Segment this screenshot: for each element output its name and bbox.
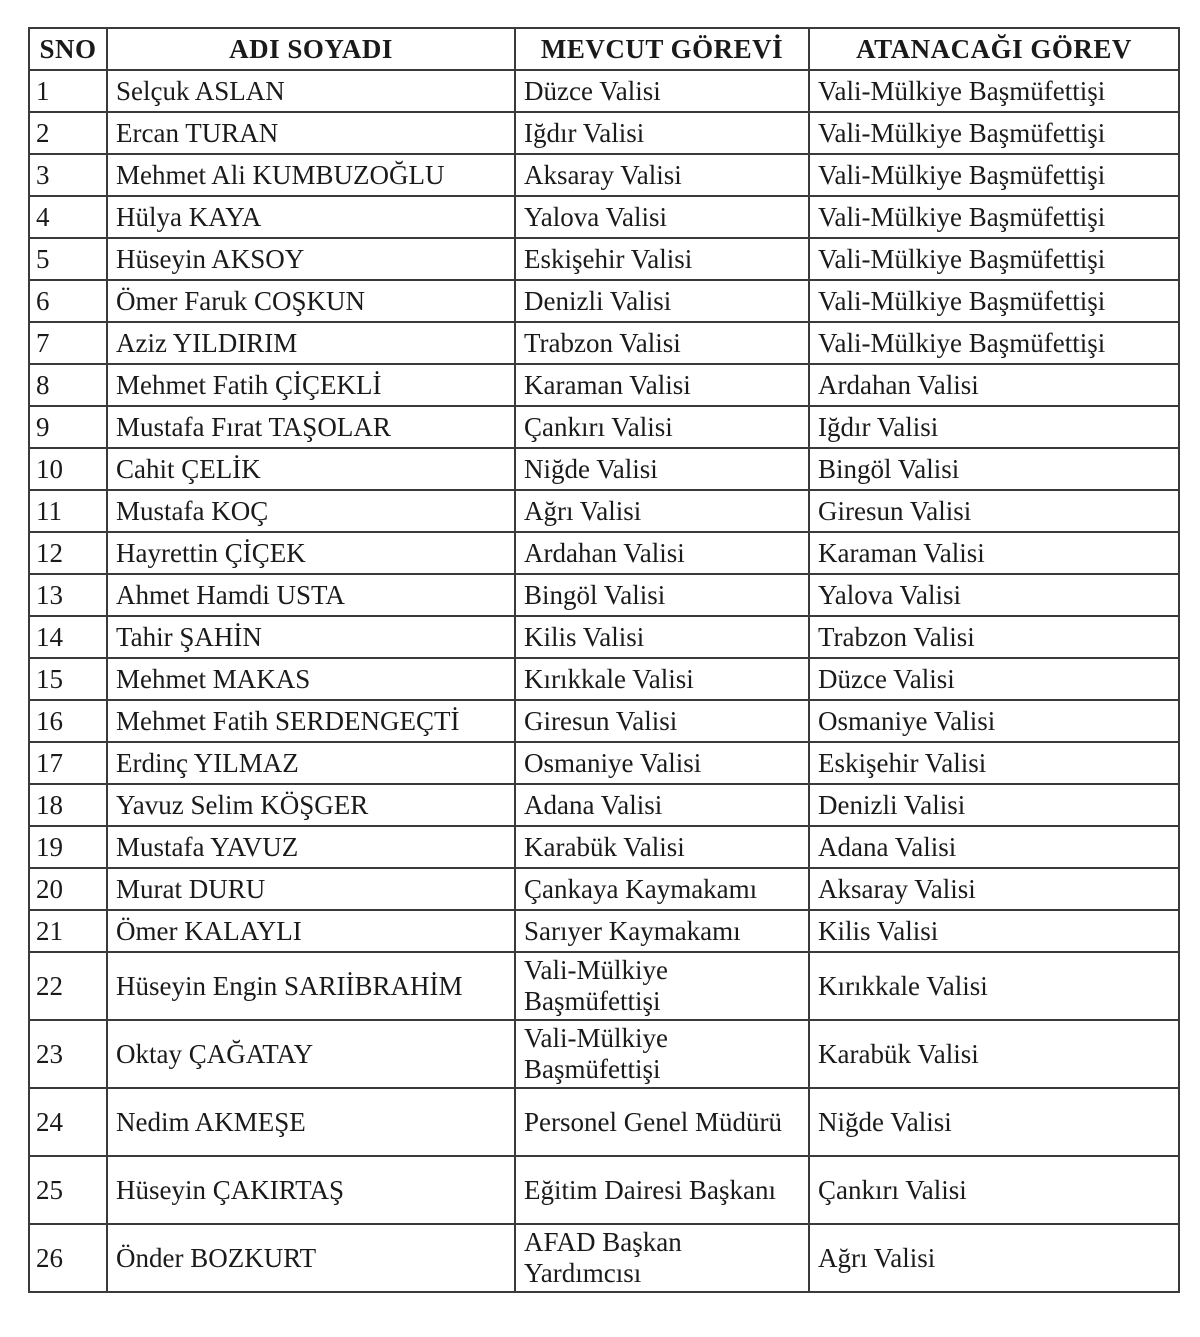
cell-new-position: Çankırı Valisi: [809, 1156, 1179, 1224]
cell-name: Erdinç YILMAZ: [107, 742, 515, 784]
cell-name: Mustafa YAVUZ: [107, 826, 515, 868]
cell-new-position: Vali-Mülkiye Başmüfettişi: [809, 70, 1179, 112]
table-row: [29, 280, 1179, 322]
cell-name: Oktay ÇAĞATAY: [107, 1020, 515, 1088]
cell-name: Mustafa KOÇ: [107, 490, 515, 532]
cell-sno: 19: [29, 826, 107, 868]
cell-current-position: AFAD Başkan Yardımcısı: [515, 1224, 809, 1292]
cell-current-position: Denizli Valisi: [515, 280, 809, 322]
cell-sno: 6: [29, 280, 107, 322]
cell-current-position: Ardahan Valisi: [515, 532, 809, 574]
table-row: [29, 574, 1179, 616]
cell-name: Cahit ÇELİK: [107, 448, 515, 490]
cell-current-position: Trabzon Valisi: [515, 322, 809, 364]
cell-current-position: Vali-Mülkiye Başmüfettişi: [515, 952, 809, 1020]
cell-current-position: Niğde Valisi: [515, 448, 809, 490]
cell-current-position: Osmaniye Valisi: [515, 742, 809, 784]
table-row: [29, 952, 1179, 1020]
cell-new-position: Ağrı Valisi: [809, 1224, 1179, 1292]
table-row: [29, 238, 1179, 280]
cell-new-position: Osmaniye Valisi: [809, 700, 1179, 742]
cell-current-position: Karabük Valisi: [515, 826, 809, 868]
cell-current-position: Personel Genel Müdürü: [515, 1088, 809, 1156]
table-row: [29, 532, 1179, 574]
cell-name: Hüseyin AKSOY: [107, 238, 515, 280]
cell-new-position: Vali-Mülkiye Başmüfettişi: [809, 196, 1179, 238]
table-row: [29, 1156, 1179, 1224]
table-row: [29, 322, 1179, 364]
header-new-position: ATANACAĞI GÖREV: [809, 28, 1179, 70]
cell-current-position: Eskişehir Valisi: [515, 238, 809, 280]
cell-current-position: Düzce Valisi: [515, 70, 809, 112]
cell-new-position: Vali-Mülkiye Başmüfettişi: [809, 154, 1179, 196]
appointments-table: [28, 27, 1180, 1293]
cell-sno: 14: [29, 616, 107, 658]
cell-current-position: Adana Valisi: [515, 784, 809, 826]
cell-sno: 5: [29, 238, 107, 280]
cell-name: Ahmet Hamdi USTA: [107, 574, 515, 616]
cell-current-position: Karaman Valisi: [515, 364, 809, 406]
table-row: [29, 826, 1179, 868]
table-row: [29, 868, 1179, 910]
cell-new-position: Düzce Valisi: [809, 658, 1179, 700]
cell-new-position: Vali-Mülkiye Başmüfettişi: [809, 322, 1179, 364]
cell-sno: 23: [29, 1020, 107, 1088]
cell-name: Hüseyin Engin SARIİBRAHİM: [107, 952, 515, 1020]
cell-sno: 22: [29, 952, 107, 1020]
cell-name: Önder BOZKURT: [107, 1224, 515, 1292]
cell-new-position: Giresun Valisi: [809, 490, 1179, 532]
header-name: ADI SOYADI: [107, 28, 515, 70]
cell-sno: 10: [29, 448, 107, 490]
cell-current-position: Iğdır Valisi: [515, 112, 809, 154]
cell-current-position: Bingöl Valisi: [515, 574, 809, 616]
cell-new-position: Karabük Valisi: [809, 1020, 1179, 1088]
table-header-row: [29, 28, 1179, 70]
cell-new-position: Trabzon Valisi: [809, 616, 1179, 658]
table-row: [29, 742, 1179, 784]
table-row: [29, 1224, 1179, 1292]
table-row: [29, 154, 1179, 196]
cell-current-position: Ağrı Valisi: [515, 490, 809, 532]
table-row: [29, 196, 1179, 238]
cell-name: Hülya KAYA: [107, 196, 515, 238]
cell-current-position: Sarıyer Kaymakamı: [515, 910, 809, 952]
table-row: [29, 910, 1179, 952]
cell-name: Nedim AKMEŞE: [107, 1088, 515, 1156]
cell-name: Hayrettin ÇİÇEK: [107, 532, 515, 574]
cell-sno: 24: [29, 1088, 107, 1156]
cell-new-position: Yalova Valisi: [809, 574, 1179, 616]
cell-name: Aziz YILDIRIM: [107, 322, 515, 364]
cell-sno: 17: [29, 742, 107, 784]
cell-sno: 25: [29, 1156, 107, 1224]
cell-sno: 7: [29, 322, 107, 364]
cell-current-position: Eğitim Dairesi Başkanı: [515, 1156, 809, 1224]
table-row: [29, 1020, 1179, 1088]
cell-sno: 3: [29, 154, 107, 196]
cell-current-position: Kilis Valisi: [515, 616, 809, 658]
cell-sno: 16: [29, 700, 107, 742]
cell-new-position: Vali-Mülkiye Başmüfettişi: [809, 238, 1179, 280]
cell-sno: 8: [29, 364, 107, 406]
cell-new-position: Karaman Valisi: [809, 532, 1179, 574]
cell-name: Mehmet Fatih ÇİÇEKLİ: [107, 364, 515, 406]
table-row: [29, 448, 1179, 490]
cell-sno: 15: [29, 658, 107, 700]
table-row: [29, 490, 1179, 532]
cell-new-position: Ardahan Valisi: [809, 364, 1179, 406]
cell-sno: 11: [29, 490, 107, 532]
cell-sno: 2: [29, 112, 107, 154]
table-row: [29, 112, 1179, 154]
cell-current-position: Çankırı Valisi: [515, 406, 809, 448]
cell-name: Tahir ŞAHİN: [107, 616, 515, 658]
cell-sno: 1: [29, 70, 107, 112]
table-row: [29, 700, 1179, 742]
cell-new-position: Kırıkkale Valisi: [809, 952, 1179, 1020]
cell-sno: 26: [29, 1224, 107, 1292]
cell-current-position: Aksaray Valisi: [515, 154, 809, 196]
cell-sno: 20: [29, 868, 107, 910]
cell-new-position: Kilis Valisi: [809, 910, 1179, 952]
header-sno: SNO: [29, 28, 107, 70]
table-row: [29, 784, 1179, 826]
cell-current-position: Giresun Valisi: [515, 700, 809, 742]
table-row: [29, 1088, 1179, 1156]
cell-name: Selçuk ASLAN: [107, 70, 515, 112]
cell-new-position: Vali-Mülkiye Başmüfettişi: [809, 280, 1179, 322]
cell-name: Mehmet Fatih SERDENGEÇTİ: [107, 700, 515, 742]
cell-new-position: Aksaray Valisi: [809, 868, 1179, 910]
cell-name: Mehmet Ali KUMBUZOĞLU: [107, 154, 515, 196]
table-row: [29, 364, 1179, 406]
cell-name: Mehmet MAKAS: [107, 658, 515, 700]
cell-new-position: Iğdır Valisi: [809, 406, 1179, 448]
cell-new-position: Niğde Valisi: [809, 1088, 1179, 1156]
cell-name: Ömer Faruk COŞKUN: [107, 280, 515, 322]
table-row: [29, 70, 1179, 112]
cell-name: Murat DURU: [107, 868, 515, 910]
cell-sno: 21: [29, 910, 107, 952]
cell-name: Hüseyin ÇAKIRTAŞ: [107, 1156, 515, 1224]
cell-sno: 4: [29, 196, 107, 238]
cell-new-position: Eskişehir Valisi: [809, 742, 1179, 784]
cell-name: Ömer KALAYLI: [107, 910, 515, 952]
header-current-position: MEVCUT GÖREVİ: [515, 28, 809, 70]
cell-new-position: Denizli Valisi: [809, 784, 1179, 826]
document-page: [28, 27, 1178, 1293]
cell-current-position: Yalova Valisi: [515, 196, 809, 238]
cell-name: Ercan TURAN: [107, 112, 515, 154]
cell-name: Yavuz Selim KÖŞGER: [107, 784, 515, 826]
cell-name: Mustafa Fırat TAŞOLAR: [107, 406, 515, 448]
cell-current-position: Çankaya Kaymakamı: [515, 868, 809, 910]
table-row: [29, 406, 1179, 448]
cell-sno: 12: [29, 532, 107, 574]
cell-new-position: Vali-Mülkiye Başmüfettişi: [809, 112, 1179, 154]
table-row: [29, 658, 1179, 700]
cell-sno: 18: [29, 784, 107, 826]
table-row: [29, 616, 1179, 658]
cell-sno: 13: [29, 574, 107, 616]
cell-current-position: Vali-Mülkiye Başmüfettişi: [515, 1020, 809, 1088]
cell-new-position: Adana Valisi: [809, 826, 1179, 868]
cell-new-position: Bingöl Valisi: [809, 448, 1179, 490]
cell-current-position: Kırıkkale Valisi: [515, 658, 809, 700]
cell-sno: 9: [29, 406, 107, 448]
